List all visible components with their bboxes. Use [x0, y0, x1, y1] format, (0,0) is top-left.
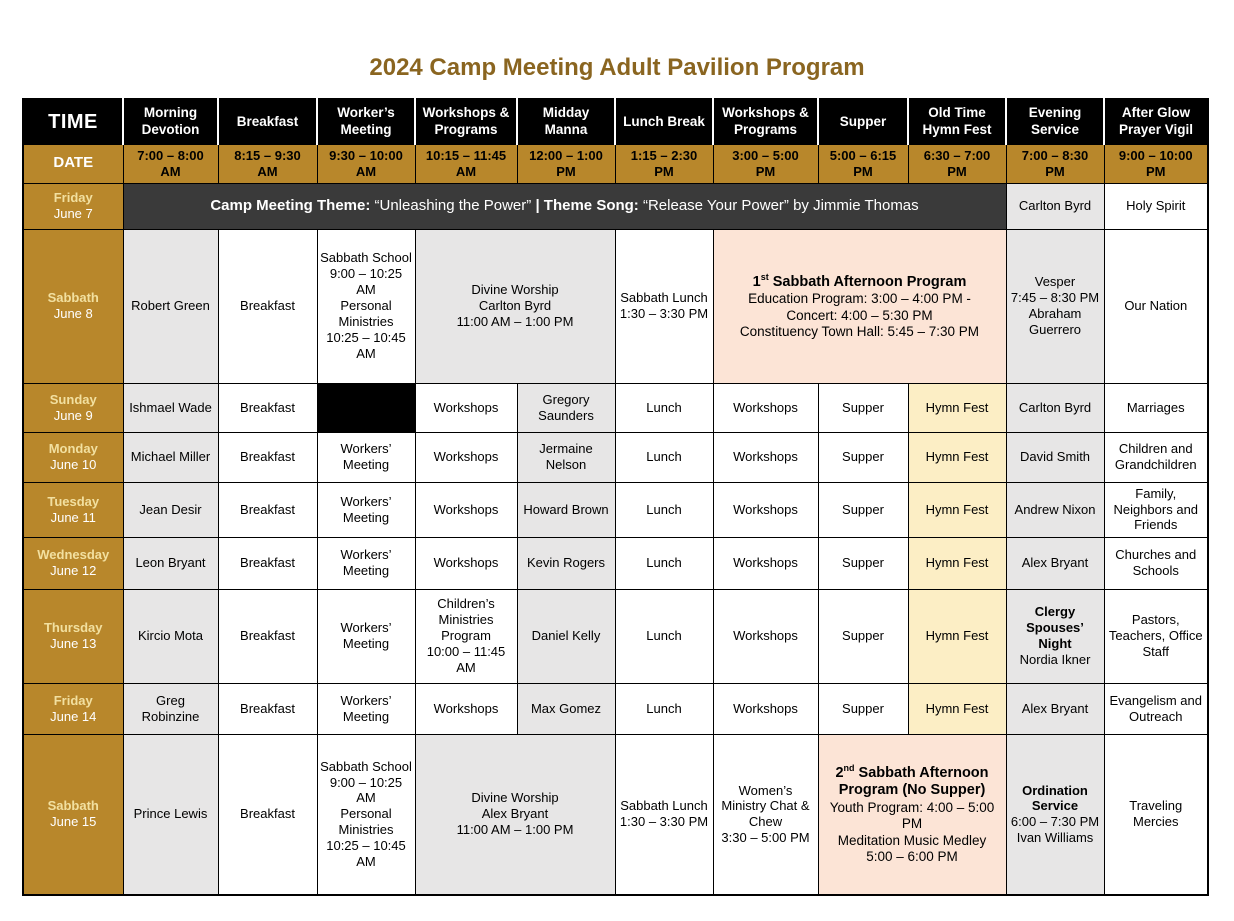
cell-line: Supper [842, 399, 884, 415]
schedule-cell [615, 683, 713, 734]
schedule-cell [1104, 734, 1208, 895]
schedule-cell [1006, 383, 1104, 432]
cell-line: Supper [842, 449, 884, 465]
cell-line: 11:00 AM – 1:00 PM [456, 822, 574, 838]
cell-line: Workshops [433, 449, 499, 465]
cell-line: Hymn Fest [925, 555, 989, 571]
cell-line: Supper [842, 700, 884, 716]
cell-line: Youth Program: 4:00 – 5:00 PM [829, 799, 995, 832]
cell-line: Lunch [646, 628, 682, 644]
time-slot-cell: 9:00 – 10:00 PM [1104, 144, 1208, 183]
schedule-cell [713, 229, 1006, 383]
schedule-header [23, 99, 1208, 183]
column-header: Lunch Break [615, 99, 713, 144]
schedule-cell [615, 537, 713, 589]
cell-line: Meditation Music Medley [837, 832, 987, 848]
cell-line: 10:25 – 10:45 AM [326, 838, 406, 869]
cell-line: 1:30 – 3:30 PM [619, 306, 709, 321]
schedule-cell [1104, 589, 1208, 683]
cell-line: Sabbath School [320, 250, 412, 266]
schedule-cell [218, 432, 317, 482]
cell-line: Workshops [433, 399, 499, 415]
schedule-cell [1104, 537, 1208, 589]
day-name: Thursday [43, 620, 103, 636]
cell-line: Children and Grandchildren [1114, 441, 1197, 472]
cell-line: Churches and Schools [1115, 547, 1197, 578]
day-cell [23, 537, 123, 589]
cell-line: Abraham Guerrero [1028, 306, 1082, 337]
schedule-cell [818, 683, 908, 734]
cell-line: Divine Worship [471, 790, 559, 806]
schedule-cell [818, 432, 908, 482]
cell-line: Workshops [733, 449, 798, 465]
schedule-cell: Carlton Byrd [1006, 183, 1104, 229]
cell-line: Breakfast [240, 298, 295, 314]
schedule-cell [517, 683, 615, 734]
schedule-cell [317, 537, 415, 589]
schedule-cell [1104, 482, 1208, 537]
day-name: Friday [53, 692, 93, 708]
time-slot-cell: 12:00 – 1:00 PM [517, 144, 615, 183]
ordinal-suffix: st [760, 271, 769, 282]
schedule-cell [615, 589, 713, 683]
cell-line: Traveling Mercies [1129, 798, 1183, 830]
schedule-cell [713, 383, 818, 432]
cell-line: Workers’ Meeting [340, 493, 392, 525]
cell-line: Nordia Ikner [1019, 651, 1091, 667]
cell-line: Workers’ Meeting [340, 441, 392, 472]
schedule-cell [415, 383, 517, 432]
cell-line: Breakfast [240, 555, 295, 571]
day-name: Sunday [49, 391, 97, 407]
cell-line: Breakfast [240, 399, 295, 415]
cell-line: Sabbath Lunch [620, 798, 708, 814]
schedule-cell [415, 432, 517, 482]
cell-line: 1st Sabbath Afternoon Program [752, 271, 967, 290]
cell-line: Breakfast [240, 806, 295, 822]
cell-line: Breakfast [240, 449, 295, 465]
cell-line: Jermaine Nelson [539, 441, 593, 472]
cell-line: Max Gomez [530, 700, 602, 716]
cell-line: Robert Green [131, 298, 210, 314]
schedule-cell [218, 734, 317, 895]
theme-segment: “Release Your Power” by Jimmie Thomas [642, 196, 919, 214]
schedule-cell [1006, 432, 1104, 482]
cell-line: Ishmael Wade [129, 399, 212, 415]
cell-line: Divine Worship [471, 282, 559, 298]
schedule-cell [123, 383, 218, 432]
schedule-cell [908, 383, 1006, 432]
time-header: TIME [23, 99, 123, 144]
cell-line: Jean Desir [139, 501, 202, 517]
day-name: Wednesday [37, 547, 110, 563]
schedule-cell [1104, 229, 1208, 383]
column-header: Breakfast [218, 99, 317, 144]
schedule-cell [218, 229, 317, 383]
schedule-cell [123, 432, 218, 482]
schedule-cell [1104, 683, 1208, 734]
cell-line: 5:00 – 6:00 PM [866, 849, 958, 865]
day-date: June 15 [50, 814, 97, 830]
cell-line: 6:00 – 7:30 PM [1010, 814, 1100, 830]
schedule-cell [317, 589, 415, 683]
schedule-cell [123, 683, 218, 734]
cell-line: Sabbath School [320, 758, 412, 774]
schedule-cell [615, 229, 713, 383]
cell-line: Carlton Byrd [478, 298, 552, 314]
schedule-cell [908, 683, 1006, 734]
cell-line: Workers’ Meeting [340, 547, 392, 578]
cell-line: Howard Brown [523, 501, 609, 517]
time-slot-cell: 10:15 – 11:45 AM [415, 144, 517, 183]
cell-line: 10:25 – 10:45 AM [326, 329, 406, 361]
theme-banner [123, 183, 1006, 229]
schedule-cell [818, 482, 908, 537]
schedule-cell [1006, 229, 1104, 383]
schedule-cell [517, 482, 615, 537]
schedule-cell [517, 432, 615, 482]
cell-line: 10:00 – 11:45 AM [426, 643, 506, 675]
cell-line: 3:30 – 5:00 PM [721, 830, 810, 846]
time-slot-cell: 5:00 – 6:15 PM [818, 144, 908, 183]
cell-line: Kircio Mota [137, 628, 204, 644]
schedule-cell [317, 432, 415, 482]
cell-line: Lunch [646, 501, 682, 517]
schedule-cell [1006, 589, 1104, 683]
schedule-cell [517, 383, 615, 432]
schedule-cell [713, 683, 818, 734]
schedule-cell [615, 734, 713, 895]
cell-line: Ivan Williams [1016, 830, 1094, 846]
schedule-cell [818, 383, 908, 432]
schedule-cell [908, 432, 1006, 482]
time-slot-cell: 3:00 – 5:00 PM [713, 144, 818, 183]
date-label-cell: DATE [23, 144, 123, 183]
schedule-cell: Holy Spirit [1104, 183, 1208, 229]
schedule-cell [818, 734, 1006, 895]
day-cell [23, 734, 123, 895]
day-name: Friday [53, 190, 93, 206]
cell-line: Personal Ministries [338, 298, 394, 329]
schedule-cell [317, 229, 415, 383]
cell-line: Kevin Rogers [526, 555, 606, 571]
day-date: June 11 [50, 509, 96, 525]
cell-line: Prince Lewis [133, 806, 208, 822]
schedule-cell [415, 229, 615, 383]
cell-line: Greg Robinzine [141, 692, 200, 724]
schedule-table [22, 98, 1209, 896]
cell-line: Clergy Spouses’ Night [1026, 604, 1084, 651]
schedule-cell [1006, 537, 1104, 589]
cell-line: Carlton Byrd [1018, 399, 1092, 415]
cell-line: Personal Ministries [338, 806, 394, 838]
schedule-cell [123, 482, 218, 537]
column-header: After Glow Prayer Vigil [1104, 99, 1208, 144]
cell-line: Workshops [733, 501, 798, 517]
schedule-cell [713, 537, 818, 589]
schedule-cell [908, 589, 1006, 683]
cell-line: Workers’ Meeting [340, 692, 392, 724]
cell-line: Lunch [646, 700, 682, 716]
time-slot-cell: 6:30 – 7:00 PM [908, 144, 1006, 183]
cell-line: Gregory Saunders [538, 391, 594, 423]
cell-line: Workshops [433, 555, 499, 571]
column-header: Worker’s Meeting [317, 99, 415, 144]
schedule-cell [1006, 482, 1104, 537]
cell-line: Workers’ Meeting [340, 620, 392, 651]
day-date: June 12 [50, 563, 97, 578]
cell-line: Children’s Ministries Program [437, 596, 495, 644]
day-cell [23, 589, 123, 683]
schedule-cell [317, 683, 415, 734]
schedule-cell [1104, 383, 1208, 432]
day-date: June 10 [50, 457, 97, 472]
cell-line: Family, Neighbors and Friends [1113, 485, 1199, 533]
schedule-cell [317, 482, 415, 537]
schedule-cell [218, 683, 317, 734]
time-slot-cell: 7:00 – 8:00 AM [123, 144, 218, 183]
cell-line: Workshops [733, 555, 798, 571]
time-slot-cell: 8:15 – 9:30 AM [218, 144, 317, 183]
schedule-cell [415, 589, 517, 683]
cell-line: Breakfast [240, 501, 295, 517]
cell-line: Alex Bryant [1021, 555, 1089, 571]
cell-line: Constituency Town Hall: 5:45 – 7:30 PM [739, 323, 980, 339]
cell-line: 2nd Sabbath Afternoon Program (No Supper) [835, 762, 989, 799]
schedule-cell [615, 432, 713, 482]
column-header: Midday Manna [517, 99, 615, 144]
cell-line: Workshops [433, 700, 499, 716]
cell-line: Marriages [1126, 399, 1185, 415]
cell-line: Leon Bryant [135, 555, 206, 571]
day-cell [23, 229, 123, 383]
schedule-cell [317, 734, 415, 895]
cell-line: Hymn Fest [925, 399, 989, 415]
schedule-cell [218, 589, 317, 683]
schedule-cell [517, 537, 615, 589]
schedule-cell [818, 589, 908, 683]
schedule-cell [908, 537, 1006, 589]
cell-line: Hymn Fest [925, 700, 989, 716]
cell-line: Education Program: 3:00 – 4:00 PM - [748, 291, 971, 307]
day-cell [23, 383, 123, 432]
cell-line: Supper [842, 555, 884, 571]
cell-line: 11:00 AM – 1:00 PM [456, 313, 574, 329]
schedule-cell [615, 383, 713, 432]
column-header: Morning Devotion [123, 99, 218, 144]
cell-line: 9:00 – 10:25 AM [329, 774, 403, 806]
cell-line: 7:45 – 8:30 PM [1010, 290, 1100, 306]
time-slot-cell: 1:15 – 2:30 PM [615, 144, 713, 183]
cell-line: Breakfast [240, 700, 295, 716]
cell-line: Breakfast [240, 628, 295, 644]
cell-line: Hymn Fest [925, 501, 989, 517]
cell-line: Workshops [733, 628, 798, 644]
column-header: Workshops & Programs [415, 99, 517, 144]
day-date: June 8 [53, 306, 93, 321]
cell-line: Workshops [733, 700, 798, 716]
schedule-cell [123, 734, 218, 895]
schedule-cell [1006, 734, 1104, 895]
column-header: Evening Service [1006, 99, 1104, 144]
cell-line: Supper [842, 628, 884, 644]
day-cell [23, 683, 123, 734]
day-cell [23, 432, 123, 482]
cell-line: Concert: 4:00 – 5:30 PM [786, 307, 933, 323]
schedule-cell [713, 432, 818, 482]
cell-line: Hymn Fest [925, 628, 989, 644]
day-date: June 9 [53, 407, 93, 423]
page-title: 2024 Camp Meeting Adult Pavilion Program [369, 54, 865, 81]
schedule-cell [713, 734, 818, 895]
schedule-cell [123, 537, 218, 589]
column-header: Workshops & Programs [713, 99, 818, 144]
cell-line: Alex Bryant [1021, 700, 1089, 716]
cell-line: 1:30 – 3:30 PM [619, 814, 709, 830]
schedule-cell [415, 734, 615, 895]
cell-line: Andrew Nixon [1014, 501, 1096, 517]
day-cell [23, 183, 123, 229]
schedule-cell [415, 482, 517, 537]
cell-line: Workshops [433, 501, 499, 517]
schedule-cell [218, 537, 317, 589]
cell-line: Alex Bryant [481, 806, 549, 822]
ordinal-suffix: nd [843, 762, 855, 773]
schedule-cell [123, 229, 218, 383]
schedule-cell [615, 482, 713, 537]
column-header: Supper [818, 99, 908, 144]
day-date: June 13 [50, 636, 97, 651]
schedule-cell [713, 482, 818, 537]
schedule-body [23, 183, 1208, 895]
day-date: June 7 [53, 206, 93, 221]
cell-line: Lunch [646, 449, 682, 465]
day-name: Sabbath [47, 290, 99, 306]
cell-line: Women’s Ministry Chat & Chew [721, 782, 810, 830]
schedule-cell [908, 482, 1006, 537]
cell-line: Ordination Service [1022, 782, 1088, 814]
cell-line: Daniel Kelly [531, 628, 601, 644]
schedule-cell [218, 383, 317, 432]
cell-line: Hymn Fest [925, 449, 989, 465]
cell-line: Lunch [646, 399, 682, 415]
day-cell [23, 482, 123, 537]
schedule-cell [415, 683, 517, 734]
time-slot-cell: 9:30 – 10:00 AM [317, 144, 415, 183]
cell-line: Our Nation [1124, 298, 1188, 314]
cell-line: Workshops [733, 399, 798, 415]
schedule-cell [713, 589, 818, 683]
schedule-cell [818, 537, 908, 589]
time-slot-cell: 7:00 – 8:30 PM [1006, 144, 1104, 183]
schedule-cell [1104, 432, 1208, 482]
cell-line: Sabbath Lunch [620, 290, 708, 306]
blank-black-cell [317, 383, 415, 432]
cell-line: Pastors, Teachers, Office Staff [1108, 612, 1203, 659]
schedule-cell [218, 482, 317, 537]
cell-line: Supper [842, 501, 884, 517]
schedule-cell [123, 589, 218, 683]
schedule-cell [415, 537, 517, 589]
day-name: Tuesday [47, 493, 100, 509]
cell-line: Lunch [646, 555, 682, 571]
cell-line: David Smith [1019, 449, 1091, 465]
day-name: Sabbath [47, 798, 99, 814]
schedule-cell [517, 589, 615, 683]
day-name: Monday [48, 441, 98, 457]
cell-line: Michael Miller [130, 449, 211, 465]
column-header: Old Time Hymn Fest [908, 99, 1006, 144]
cell-line: Evangelism and Outreach [1109, 692, 1202, 724]
day-date: June 14 [50, 708, 97, 724]
schedule-cell [1006, 683, 1104, 734]
cell-line: Vesper [1034, 274, 1076, 290]
theme-segment: | Theme Song: [535, 196, 643, 214]
theme-segment: Camp Meeting Theme: [210, 196, 375, 214]
theme-segment: “Unleashing the Power” [374, 196, 536, 214]
cell-line: 9:00 – 10:25 AM [329, 266, 403, 298]
